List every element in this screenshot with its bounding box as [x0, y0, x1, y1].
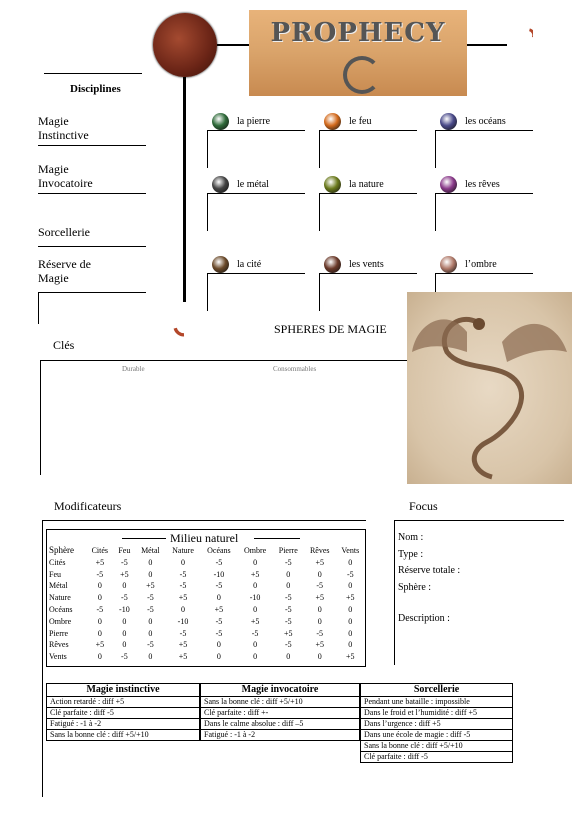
modificateurs-cell: Cités: [49, 557, 66, 567]
modificateurs-cell: 0: [253, 640, 258, 650]
modificateurs-cell: 0: [97, 581, 102, 591]
modificateurs-cell: -5: [316, 628, 324, 638]
header-line: [217, 44, 250, 46]
sphere-label: l’ombre: [465, 259, 497, 270]
modificateurs-cell: +5: [250, 616, 260, 626]
sphere-orb-icon: [324, 256, 341, 273]
modificateurs-cell: 0: [97, 652, 102, 662]
rules-item: Action retardé : diff +5: [47, 697, 200, 708]
sphere-orb-icon: [212, 176, 229, 193]
sphere-orb-icon: [440, 176, 457, 193]
milieu-rule-left: [122, 538, 166, 539]
sphere-item: [436, 116, 536, 130]
sphere-underline: [319, 193, 417, 194]
table-row: [361, 708, 513, 719]
modificateurs-cell: 0: [181, 557, 186, 567]
rules-table: [360, 683, 513, 763]
modificateurs-cell: 0: [317, 569, 322, 579]
modificateurs-cell: 0: [317, 652, 322, 662]
disciplines-title: Disciplines: [70, 83, 121, 95]
modificateurs-cell: +5: [95, 557, 105, 567]
crescent-moon-icon: [524, 255, 533, 270]
crescent-moon-icon: [507, 26, 533, 64]
modificateurs-header-cell: Sphère: [49, 545, 74, 555]
crescent-moon-icon: [408, 112, 417, 127]
rules-item: Pendant une bataille : impossible: [361, 697, 513, 708]
rules-table-title: Magie instinctive: [47, 684, 200, 697]
rules-item: Sans la bonne clé : diff +5/+10: [361, 741, 513, 752]
rules-item: Dans le calme absolue : diff –5: [201, 719, 360, 730]
sphere-item: [320, 259, 420, 273]
sphere-orb-icon: [440, 113, 457, 130]
modificateurs-cell: 0: [148, 628, 153, 638]
rules-item: Dans l’urgence : diff +5: [361, 719, 513, 730]
modificateurs-cell: Rêves: [49, 640, 69, 650]
modificateurs-cell: 0: [216, 640, 221, 650]
modificateurs-cell: +5: [95, 640, 105, 650]
modificateurs-cell: 0: [286, 581, 291, 591]
modificateurs-cell: 0: [148, 569, 153, 579]
discipline-sorcellerie: Sorcellerie: [38, 225, 90, 239]
modificateurs-cell: -5: [179, 581, 187, 591]
discipline-instinctive: Magie Instinctive: [38, 114, 89, 142]
sphere-left-rule: [319, 273, 320, 311]
modificateurs-cell: -10: [213, 569, 225, 579]
cles-title: Clés: [53, 338, 75, 352]
sphere-underline: [435, 130, 533, 131]
crescent-moon-icon: [301, 532, 308, 544]
modificateurs-cell: 0: [97, 616, 102, 626]
modificateurs-cell: -5: [147, 604, 154, 614]
rules-item: Dans le froid et l’humidité : diff +5: [361, 708, 513, 719]
modificateurs-cell: -5: [96, 604, 104, 614]
modificateurs-cell: 0: [122, 640, 127, 650]
table-row: [47, 580, 365, 592]
modificateurs-header-cell: Ombre: [243, 546, 267, 555]
crescent-moon-icon: [40, 497, 52, 517]
crescent-moon-icon: [146, 218, 158, 238]
table-row: [47, 730, 200, 741]
modificateurs-cell: 0: [348, 581, 353, 591]
table-row: [201, 719, 360, 730]
crescent-moon-icon: [408, 255, 417, 270]
sphere-left-rule: [319, 130, 320, 168]
modificateurs-cell: Métal: [49, 581, 68, 591]
modificateurs-cell: 0: [253, 604, 258, 614]
modificateurs-cell: -5: [284, 616, 292, 626]
modificateurs-cell: Nature: [49, 593, 71, 603]
modificateurs-cell: 0: [181, 604, 186, 614]
modificateurs-cell: -5: [316, 581, 324, 591]
modificateurs-cell: +5: [346, 593, 355, 603]
discipline-reserve: Réserve de Magie: [38, 257, 91, 285]
modificateurs-cell: 0: [148, 652, 153, 662]
table-row: [361, 752, 513, 763]
modificateurs-cell: +5: [315, 640, 324, 650]
rules-table: [200, 683, 360, 741]
modificateurs-cell: -10: [119, 604, 130, 614]
modificateurs-cell: -5: [215, 616, 223, 626]
cles-rule: [40, 360, 407, 361]
modificateurs-cell: -5: [121, 652, 128, 662]
crescent-moon-icon: [296, 175, 305, 190]
table-row: [47, 697, 200, 708]
sphere-left-rule: [319, 193, 320, 231]
table-row: [47, 651, 365, 663]
table-row: [361, 719, 513, 730]
sphere-item: [208, 116, 308, 130]
modificateurs-cell: +5: [250, 569, 260, 579]
modificateurs-cell: Feu: [49, 569, 61, 579]
rules-item: Sans la bonne clé : diff +5/+10: [47, 730, 200, 741]
sphere-label: la cité: [237, 259, 262, 270]
table-row: [47, 639, 365, 651]
modificateurs-cell: -5: [284, 604, 292, 614]
modificateurs-cell: 0: [148, 616, 153, 626]
sphere-item: [436, 179, 536, 193]
modificateurs-cell: +5: [178, 593, 188, 603]
modificateurs-cell: -5: [346, 569, 354, 579]
modificateurs-cell: 0: [122, 616, 127, 626]
crescent-moon-icon: [393, 497, 405, 517]
modificateurs-cell: -5: [251, 628, 259, 638]
modificateurs-cell: 0: [348, 616, 353, 626]
focus-reserve: Réserve totale :: [398, 565, 461, 576]
crescent-moon-icon: [524, 112, 533, 127]
seal-medallion: [153, 13, 217, 77]
modificateurs-cell: -5: [179, 628, 187, 638]
modificateurs-cell: 0: [122, 628, 127, 638]
modificateurs-cell: +5: [214, 604, 224, 614]
modificateurs-cell: 0: [348, 557, 353, 567]
modificateurs-cell: -5: [121, 593, 128, 603]
sphere-underline: [207, 273, 305, 274]
sphere-label: les océans: [465, 116, 506, 127]
modificateurs-cell: -5: [121, 557, 128, 567]
table-row: [47, 628, 365, 640]
table-row: [47, 592, 365, 604]
discipline-underline: [38, 193, 146, 194]
modificateurs-header-cell: Pierre: [278, 546, 298, 555]
logo-text: PROPHECY: [270, 18, 446, 48]
modificateurs-cell: 0: [286, 652, 291, 662]
disciplines-rule: [44, 73, 142, 74]
modificateurs-table: [47, 545, 365, 663]
spheres-title: SPHERES DE MAGIE: [274, 322, 387, 336]
modificateurs-cell: 0: [97, 593, 102, 603]
focus-description: Description :: [398, 613, 450, 624]
modificateurs-cell: Vents: [49, 652, 67, 662]
header-line-right: [467, 44, 507, 46]
sphere-orb-icon: [324, 176, 341, 193]
modificateurs-cell: -5: [215, 557, 223, 567]
sphere-orb-icon: [212, 256, 229, 273]
spine-line: [183, 77, 186, 302]
modificateurs-cell: -5: [147, 593, 154, 603]
sphere-label: la nature: [349, 179, 384, 190]
modificateurs-cell: -5: [215, 628, 223, 638]
modificateurs-left-rule: [42, 520, 43, 797]
crescent-moon-icon: [146, 262, 158, 282]
table-row: [361, 741, 513, 752]
focus-rule: [394, 520, 564, 521]
discipline-underline: [38, 292, 146, 293]
crescent-moon-icon: [113, 532, 120, 544]
sphere-item: [436, 259, 536, 273]
discipline-left-rule: [38, 292, 39, 324]
table-row: [47, 616, 365, 628]
modificateurs-cell: +5: [146, 581, 155, 591]
table-row: [47, 604, 365, 616]
table-row: [361, 697, 513, 708]
discipline-underline: [38, 246, 146, 247]
modificateurs-cell: -5: [179, 569, 187, 579]
table-row: [47, 719, 200, 730]
sphere-orb-icon: [324, 113, 341, 130]
sphere-item: [320, 179, 420, 193]
table-row: [47, 557, 365, 569]
modificateurs-cell: -5: [284, 593, 292, 603]
modificateurs-rule: [42, 520, 366, 521]
modificateurs-cell: Pierre: [49, 628, 69, 638]
modificateurs-cell: 0: [97, 628, 102, 638]
crescent-moon-icon: [408, 175, 417, 190]
modificateurs-cell: +5: [315, 557, 324, 567]
sphere-label: le feu: [349, 116, 372, 127]
cles-left-rule: [40, 360, 41, 475]
discipline-invocatoire: Magie Invocatoire: [38, 162, 93, 190]
focus-type: Type :: [398, 549, 424, 560]
sphere-orb-icon: [212, 113, 229, 130]
rules-item: Sans la bonne clé : diff +5/+10: [201, 697, 360, 708]
focus-nom: Nom :: [398, 532, 424, 543]
sphere-underline: [435, 193, 533, 194]
table-row: [201, 708, 360, 719]
sphere-left-rule: [207, 273, 208, 311]
modificateurs-header-cell: Feu: [118, 546, 131, 555]
sphere-underline: [435, 273, 533, 274]
rules-table: [46, 683, 200, 741]
crescent-moon-icon: [38, 336, 50, 356]
crescent-moon-icon: [146, 117, 158, 137]
rules-table-title: Sorcellerie: [361, 684, 513, 697]
modificateurs-cell: Ombre: [49, 616, 72, 626]
milieu-label: Milieu naturel: [170, 531, 239, 545]
modificateurs-header-cell: Océans: [207, 546, 231, 555]
rules-item: Clé parfaite : diff -5: [47, 708, 200, 719]
milieu-rule-right: [254, 538, 300, 539]
crescent-moon-icon: [164, 293, 204, 337]
modificateurs-cell: -5: [215, 581, 223, 591]
modificateurs-cell: 0: [253, 652, 258, 662]
sphere-item: [208, 179, 308, 193]
focus-title: Focus: [409, 499, 438, 513]
rules-item: Dans une école de magie : diff -5: [361, 730, 513, 741]
modificateurs-header-cell: Rêves: [309, 546, 330, 555]
sphere-label: la pierre: [237, 116, 271, 127]
modificateurs-header-cell: Métal: [141, 546, 160, 555]
cles-durable: Durable: [122, 365, 145, 373]
cles-consommables: Consommables: [273, 365, 317, 373]
modificateurs-cell: 0: [122, 581, 127, 591]
focus-left-rule: [394, 520, 395, 665]
sphere-underline: [319, 130, 417, 131]
sphere-left-rule: [207, 193, 208, 231]
sphere-item: [320, 116, 420, 130]
sphere-left-rule: [435, 193, 436, 231]
sphere-underline: [207, 130, 305, 131]
modificateurs-cell: 0: [348, 628, 353, 638]
modificateurs-cell: +5: [120, 569, 129, 579]
table-row: [361, 730, 513, 741]
modificateurs-title: Modificateurs: [54, 499, 122, 513]
sphere-orb-icon: [440, 256, 457, 273]
crescent-moon-icon: [146, 164, 158, 184]
modificateurs-cell: 0: [317, 604, 322, 614]
modificateurs-cell: -5: [284, 557, 292, 567]
modificateurs-cell: +5: [178, 652, 188, 662]
sphere-left-rule: [435, 130, 436, 168]
sphere-item: [208, 259, 308, 273]
modificateurs-cell: 0: [286, 569, 291, 579]
sphere-label: les vents: [349, 259, 384, 270]
rules-item: Clé parfaite : diff -5: [361, 752, 513, 763]
rules-table-title: Magie invocatoire: [201, 684, 360, 697]
table-row: [201, 730, 360, 741]
sphere-label: le métal: [237, 179, 269, 190]
modificateurs-header-cell: Cités: [91, 546, 109, 555]
sphere-underline: [207, 193, 305, 194]
modificateurs-cell: -10: [177, 616, 189, 626]
modificateurs-table-box: [46, 529, 366, 667]
rules-item: Fatigué : -1 à -2: [201, 730, 360, 741]
sphere-left-rule: [207, 130, 208, 168]
logo-emblem: [343, 56, 381, 94]
modificateurs-cell: +5: [315, 593, 324, 603]
crescent-moon-icon: [296, 255, 305, 270]
table-row: [47, 708, 200, 719]
discipline-underline: [38, 145, 146, 146]
modificateurs-cell: -5: [147, 640, 154, 650]
modificateurs-cell: +5: [346, 652, 355, 662]
modificateurs-cell: 0: [216, 593, 221, 603]
prophecy-logo: [249, 10, 467, 96]
modificateurs-cell: +5: [178, 640, 188, 650]
sphere-label: les rêves: [465, 179, 500, 190]
modificateurs-cell: Océans: [49, 604, 73, 614]
modificateurs-cell: 0: [253, 581, 258, 591]
modificateurs-header-cell: Vents: [341, 546, 360, 555]
table-row: [47, 569, 365, 581]
modificateurs-cell: 0: [348, 604, 353, 614]
modificateurs-cell: 0: [216, 652, 221, 662]
milieu-header: [47, 531, 365, 545]
modificateurs-cell: -5: [96, 569, 104, 579]
modificateurs-cell: +5: [284, 628, 293, 638]
modificateurs-cell: 0: [348, 640, 353, 650]
crescent-moon-icon: [524, 175, 533, 190]
focus-sphere: Sphère :: [398, 582, 432, 593]
sphere-underline: [319, 273, 417, 274]
modificateurs-header-cell: Nature: [172, 546, 194, 555]
modificateurs-cell: -10: [249, 593, 261, 603]
crescent-moon-icon: [296, 112, 305, 127]
modificateurs-cell: -5: [284, 640, 292, 650]
dragon-illustration: [407, 292, 572, 484]
modificateurs-cell: 0: [148, 557, 153, 567]
modificateurs-cell: 0: [317, 616, 322, 626]
modificateurs-cell: 0: [253, 557, 258, 567]
rules-item: Fatigué : -1 à -2: [47, 719, 200, 730]
rules-item: Clé parfaite : diff +-: [201, 708, 360, 719]
table-row: [201, 697, 360, 708]
